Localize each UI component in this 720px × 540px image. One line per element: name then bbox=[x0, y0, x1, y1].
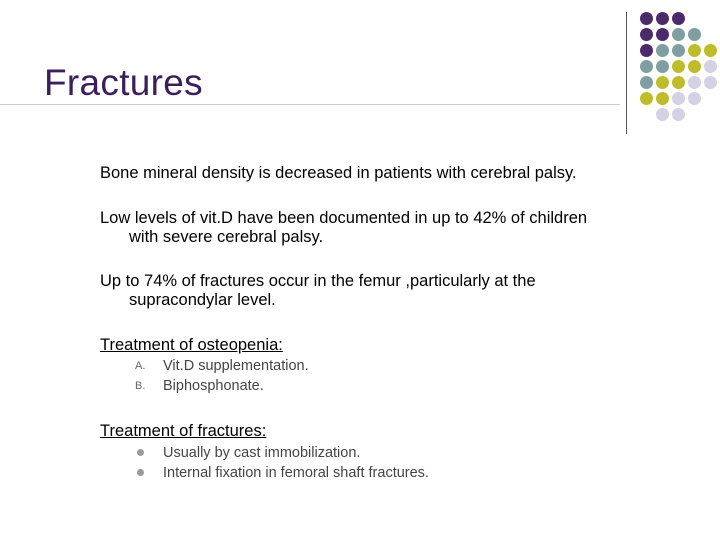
decor-dot bbox=[640, 28, 653, 41]
decor-dot bbox=[704, 76, 717, 89]
decor-dot bbox=[640, 76, 653, 89]
fractures-heading bbox=[100, 422, 266, 441]
paragraph-femur-fractures bbox=[100, 272, 536, 310]
slide-title: Fractures bbox=[44, 62, 203, 103]
decor-dot bbox=[656, 60, 669, 73]
decor-dot bbox=[672, 76, 685, 89]
paragraph-line: Up to 74% of fractures occur in the femur ,particularly at the bbox=[100, 272, 536, 290]
bullet-icon bbox=[137, 449, 144, 456]
list-item bbox=[135, 356, 309, 376]
decor-dot bbox=[656, 28, 669, 41]
paragraph-line: Low levels of vit.D have been documented in up to 42% of children bbox=[100, 209, 588, 227]
decor-dot bbox=[672, 92, 685, 105]
paragraph-line: with severe cerebral palsy. bbox=[129, 228, 324, 246]
decor-dot bbox=[672, 44, 685, 57]
list-item-text: Vit.D supplementation. bbox=[163, 358, 309, 374]
paragraph-line: supracondylar level. bbox=[129, 291, 276, 309]
decor-dot bbox=[656, 44, 669, 57]
decor-dot bbox=[640, 12, 653, 25]
decor-dot bbox=[688, 92, 701, 105]
decor-dot bbox=[672, 12, 685, 25]
decor-dot bbox=[704, 44, 717, 57]
list-item-text: Biphosphonate. bbox=[163, 378, 264, 394]
decor-dot bbox=[656, 108, 669, 121]
decorative-dot-grid bbox=[0, 0, 720, 150]
decor-dot bbox=[640, 60, 653, 73]
paragraph-vitamin-d bbox=[100, 209, 587, 247]
decor-dot bbox=[640, 44, 653, 57]
decor-dot bbox=[640, 92, 653, 105]
list-marker: A. bbox=[135, 360, 146, 372]
fractures-list bbox=[135, 443, 429, 483]
decor-dot bbox=[656, 76, 669, 89]
osteopenia-heading-text: Treatment of osteopenia: bbox=[100, 336, 283, 354]
decor-dot bbox=[672, 108, 685, 121]
decor-dot bbox=[688, 60, 701, 73]
decor-dot bbox=[656, 92, 669, 105]
list-item-text: Usually by cast immobilization. bbox=[163, 445, 361, 461]
list-item bbox=[135, 376, 309, 396]
list-item bbox=[135, 443, 429, 463]
decor-dot bbox=[672, 60, 685, 73]
decor-dot bbox=[688, 44, 701, 57]
decor-dot bbox=[672, 28, 685, 41]
paragraph-line: Bone mineral density is decreased in patients with cerebral palsy. bbox=[100, 164, 577, 182]
decor-dot bbox=[688, 28, 701, 41]
decor-dot bbox=[688, 76, 701, 89]
list-item-text: Internal fixation in femoral shaft fractures. bbox=[163, 465, 429, 481]
paragraph-bone-density bbox=[100, 164, 577, 183]
osteopenia-heading bbox=[100, 336, 283, 355]
list-marker: B. bbox=[135, 380, 146, 392]
decor-dot bbox=[704, 60, 717, 73]
list-item bbox=[135, 463, 429, 483]
fractures-heading-text: Treatment of fractures: bbox=[100, 422, 267, 440]
decor-dot bbox=[656, 12, 669, 25]
bullet-icon bbox=[137, 469, 144, 476]
osteopenia-list bbox=[135, 356, 309, 396]
